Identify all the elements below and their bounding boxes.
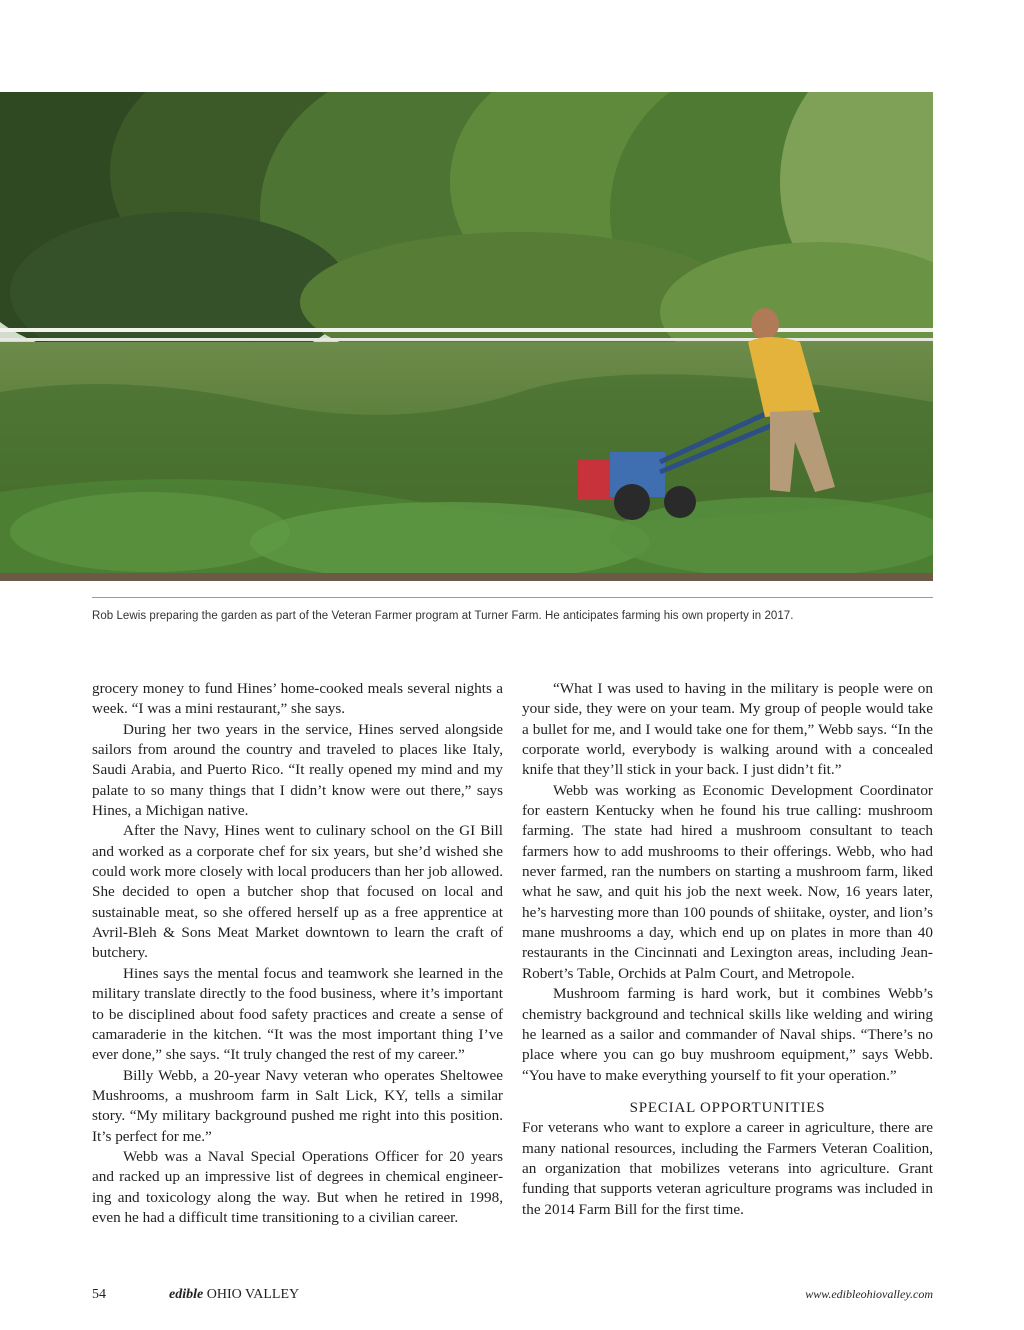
garden-photo bbox=[0, 92, 933, 581]
paragraph: After the Navy, Hines went to culinary school on the GI Bill and worked as a corporate chef for six years, but she’d wished she could work more closely with local producers than her job allowed. She decided to open a butcher shop that focused on local and sustainable meat, so she offered herself up as a free apprentice at Avril-Bleh & Sons Meat Market downtown to learn the craft of butchery. bbox=[92, 822, 503, 962]
paragraph: “What I was used to having in the military is people were on your side, they were on your team. My group of people would take a bullet for me, and I would take one for them,” Webb says. “In the corporate world, everybody is walking around with a concealed knife that they’ll stick in your back. I just didn’t fit.” bbox=[522, 680, 933, 779]
page-number: 54 bbox=[92, 1287, 106, 1302]
section-heading: SPECIAL OPPORTUNITIES bbox=[629, 1099, 826, 1116]
caption-divider bbox=[92, 597, 933, 598]
paragraph: grocery money to fund Hines’ home-cooked meals several nights a week. “I was a mini restaurant,” she says. bbox=[92, 680, 503, 718]
paragraph: Hines says the mental focus and teamwork she learned in the military translate directly to the food business, where it’s important to be disciplined about food safety practices and create a sense of camaraderie in the kitchen. “It was the most important thing I’ve ever done,” she says. “It truly changed the rest of my career.” bbox=[92, 964, 503, 1064]
paragraph: During her two years in the service, Hines served alongside sailors from around the country and traveled to places like Italy, Saudi Arabia, and Puerto Rico. “It really opened my mind and my palate to so many things that I didn’t know were out there,” says Hines, a Michigan native. bbox=[92, 720, 503, 820]
paragraph: Webb was working as Economic Development Coordinator for eastern Kentucky when he found his true calling: mushroom farming. The state had hired a mushroom consultant to teach farmers how to add mushrooms to their offerings. Webb, who had never farmed, ran the numbers on starting a mushroom farm, liked what he saw, and quit his job the next week. Now, 16 years later, he’s harvesting more than 100 pounds of shiitake, oyster, and lion’s mane mushrooms a day, which end up on plates in more than 40 restaurants in the Cincinnati and Lexington areas, including Jean-Robert’s Table, Orchids at Palm Court, and Metropole. bbox=[522, 781, 933, 982]
website-url[interactable]: www.edibleohiovalley.com bbox=[805, 1287, 933, 1301]
paragraph: For veterans who want to explore a career in agriculture, there are many national resources, including the Farmers Veteran Coalition, an organization that mobilizes veterans into agriculture. Grant funding that supports veteran agriculture programs was included in the 2014 Farm Bill for the first time. bbox=[522, 1119, 933, 1218]
paragraph: Mushroom farming is hard work, but it combines Webb’s chemistry background and technical skills like welding and wiring he learned as a sailor and commander of Naval ships. “There’s no place where you can go buy mushroom equipment,” says Webb. “You have to make everything yourself to fit your operation.” bbox=[522, 985, 933, 1084]
paragraph: Webb was a Naval Special Operations Officer for 20 years and racked up an impressive list of degrees in chemical engineering and toxicology along the way. But when he retired in 1998, even he had a difficult time transitioning to a civilian career. bbox=[92, 1147, 503, 1226]
article-column-left bbox=[92, 679, 503, 1228]
magazine-name-edible: edible bbox=[169, 1287, 204, 1302]
page-footer bbox=[92, 1287, 933, 1307]
magazine-name-region: OHIO VALLEY bbox=[206, 1287, 300, 1302]
magazine-name bbox=[169, 1287, 299, 1303]
paragraph: Billy Webb, a 20-year Navy veteran who operates Sheltowee Mushrooms, a mushroom farm in Salt Lick, KY, tells a similar story. “My military background pushed me right into this position. It’s perfect for me.” bbox=[92, 1066, 503, 1145]
photo-caption: Rob Lewis preparing the garden as part of the Veteran Farmer program at Turner Farm. He anticipates farming his own property in 2017. bbox=[92, 610, 794, 622]
article-column-right bbox=[522, 679, 933, 1220]
